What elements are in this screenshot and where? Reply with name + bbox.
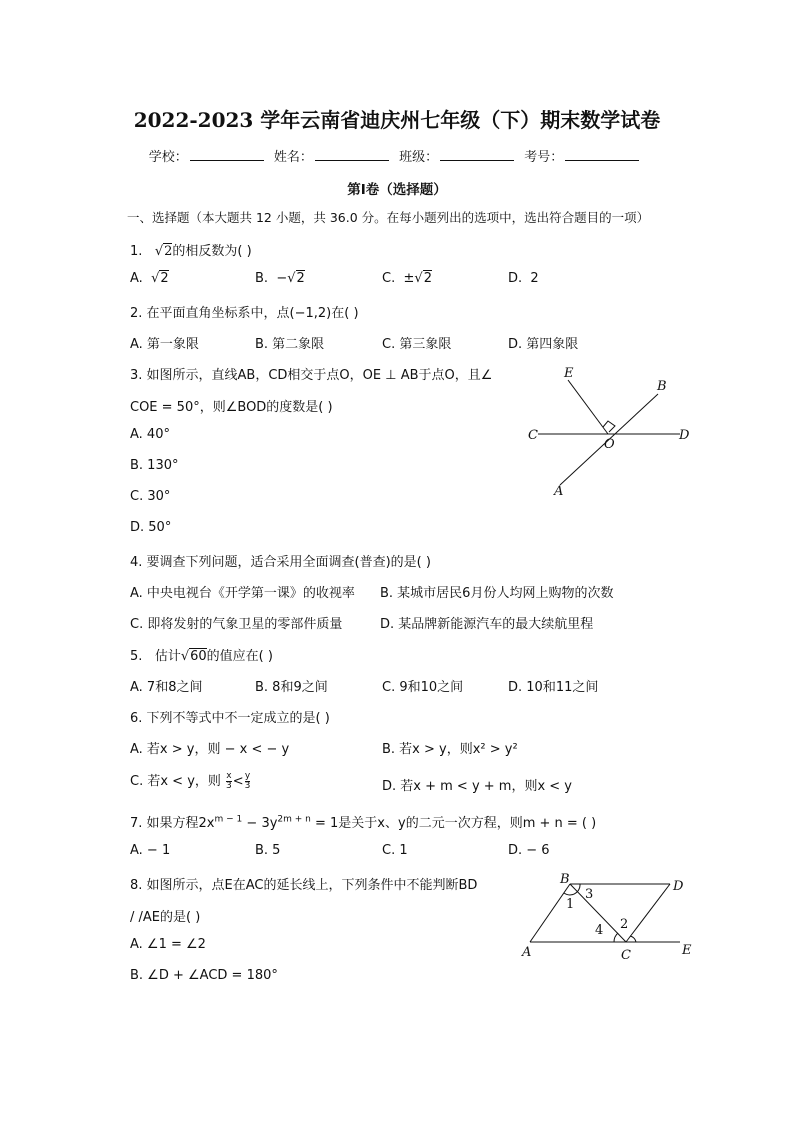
angle-1-arc bbox=[564, 892, 577, 895]
question-6-option-d[interactable]: D. 若x + m < y + m，则x < y bbox=[382, 779, 573, 794]
question-3-stem-line-1: 3. 如图所示，直线AB，CD相交于点O，OE ⊥ AB于点O，且∠ bbox=[130, 368, 493, 383]
label-b: B bbox=[560, 872, 570, 887]
label-e: E bbox=[564, 366, 574, 381]
angle-label-4: 4 bbox=[595, 923, 604, 938]
segment-ab bbox=[530, 884, 570, 942]
section-heading: 一、选择题（本大题共 12 小题，共 36.0 分。在每小题列出的选项中，选出符合题目的一项） bbox=[127, 210, 650, 225]
label-c: C bbox=[528, 428, 538, 443]
question-2-stem: 2. 在平面直角坐标系中，点(−1,2)在( ) bbox=[130, 306, 359, 321]
question-5-option-c[interactable]: C. 9和10之间 bbox=[382, 680, 464, 695]
question-7-option-d[interactable]: D. − 6 bbox=[508, 843, 550, 858]
question-1-option-a[interactable]: A. √2 bbox=[130, 271, 169, 286]
name-field[interactable] bbox=[315, 148, 389, 161]
question-7-option-b[interactable]: B. 5 bbox=[255, 843, 281, 858]
question-2-option-c[interactable]: C. 第三象限 bbox=[382, 337, 452, 352]
angle-4-arc bbox=[614, 933, 618, 942]
label-b: B bbox=[657, 379, 667, 394]
fraction-x-over-3: $\frac{x}{3}$ bbox=[226, 771, 232, 791]
label-a: A bbox=[554, 484, 564, 499]
question-7-option-c[interactable]: C. 1 bbox=[382, 843, 408, 858]
question-1-option-c[interactable]: C. ±√2 bbox=[382, 271, 432, 286]
question-6-stem: 6. 下列不等式中不一定成立的是( ) bbox=[130, 711, 330, 726]
question-5-option-b[interactable]: B. 8和9之间 bbox=[255, 680, 328, 695]
question-3-option-d[interactable]: D. 50° bbox=[130, 520, 172, 535]
segment-cd bbox=[626, 884, 670, 942]
question-3-option-c[interactable]: C. 30° bbox=[130, 489, 171, 504]
exam-title: 2022-2023 学年云南省迪庆州七年级（下）期末数学试卷 bbox=[133, 108, 661, 132]
question-5-option-a[interactable]: A. 7和8之间 bbox=[130, 680, 203, 695]
question-5-stem: 5. 估计√60的值应在( ) bbox=[130, 649, 273, 664]
question-7-stem: 7. 如果方程$2x^{m - 1} - 3y^{2m + n} = 1$是关于x、y的二元一次方程，则m + n = ( ) bbox=[130, 814, 597, 831]
class-field[interactable] bbox=[440, 148, 514, 161]
question-3-option-b[interactable]: B. 130° bbox=[130, 458, 179, 473]
question-3-stem-line-2: COE = 50°，则∠BOD的度数是( ) bbox=[130, 400, 333, 415]
question-6-option-c[interactable]: C. 若x < y，则 $\frac{x}{3}$ < $\frac{y}{3}$ bbox=[130, 771, 251, 791]
question-2-option-d[interactable]: D. 第四象限 bbox=[508, 337, 579, 352]
label-e: E bbox=[682, 943, 692, 958]
angle-label-2: 2 bbox=[620, 917, 629, 932]
question-5-option-d[interactable]: D. 10和11之间 bbox=[508, 680, 599, 695]
class-label: 班级： bbox=[399, 150, 439, 165]
question-3-figure bbox=[520, 360, 700, 500]
question-3-option-a[interactable]: A. 40° bbox=[130, 427, 170, 442]
question-8-figure bbox=[518, 870, 708, 965]
question-4-option-c[interactable]: C. 即将发射的气象卫星的零部件质量 bbox=[130, 617, 343, 632]
question-4-option-a[interactable]: A. 中央电视台《开学第一课》的收视率 bbox=[130, 586, 355, 601]
label-d: D bbox=[679, 428, 690, 443]
ray-oe bbox=[568, 380, 608, 434]
question-2-option-a[interactable]: A. 第一象限 bbox=[130, 337, 199, 352]
name-label: 姓名： bbox=[273, 150, 313, 165]
exam-no-label: 考号： bbox=[524, 150, 564, 165]
label-d: D bbox=[673, 879, 684, 894]
label-a: A bbox=[522, 945, 532, 960]
question-7-option-a[interactable]: A. − 1 bbox=[130, 843, 171, 858]
label-o: O bbox=[604, 437, 615, 452]
question-4-option-b[interactable]: B. 某城市居民6月份人均网上购物的次数 bbox=[380, 586, 614, 601]
question-1-option-b[interactable]: B. −√2 bbox=[255, 271, 305, 286]
angle-label-3: 3 bbox=[585, 887, 594, 902]
school-label: 学校： bbox=[148, 150, 188, 165]
question-8-stem-line-2: / /AE的是( ) bbox=[130, 910, 201, 925]
fraction-y-over-3: $\frac{y}{3}$ bbox=[244, 771, 251, 791]
angle-label-1: 1 bbox=[566, 897, 575, 912]
volume-title: 第Ⅰ卷（选择题） bbox=[347, 182, 447, 198]
question-8-option-b[interactable]: B. ∠D + ∠ACD = 180° bbox=[130, 968, 278, 983]
question-8-stem-line-1: 8. 如图所示，点E在AC的延长线上，下列条件中不能判断BD bbox=[130, 878, 478, 893]
student-info-line bbox=[0, 146, 794, 165]
question-4-option-d[interactable]: D. 某品牌新能源汽车的最大续航里程 bbox=[380, 617, 594, 632]
question-4-stem: 4. 要调查下列问题，适合采用全面调查(普查)的是( ) bbox=[130, 555, 431, 570]
label-c: C bbox=[621, 948, 631, 963]
question-6-option-b[interactable]: B. 若x > y，则x² > y² bbox=[382, 742, 518, 757]
question-2-option-b[interactable]: B. 第二象限 bbox=[255, 337, 325, 352]
angle-3-arc bbox=[577, 884, 580, 892]
question-8-option-a[interactable]: A. ∠1 = ∠2 bbox=[130, 937, 206, 952]
question-1-stem: 1. √2的相反数为( ) bbox=[130, 244, 252, 259]
angle-2-arc bbox=[630, 936, 636, 942]
question-1-option-d[interactable]: D. 2 bbox=[508, 271, 539, 286]
exam-no-field[interactable] bbox=[565, 148, 639, 161]
question-6-option-a[interactable]: A. 若x > y，则 − x < − y bbox=[130, 742, 290, 757]
school-field[interactable] bbox=[190, 148, 264, 161]
